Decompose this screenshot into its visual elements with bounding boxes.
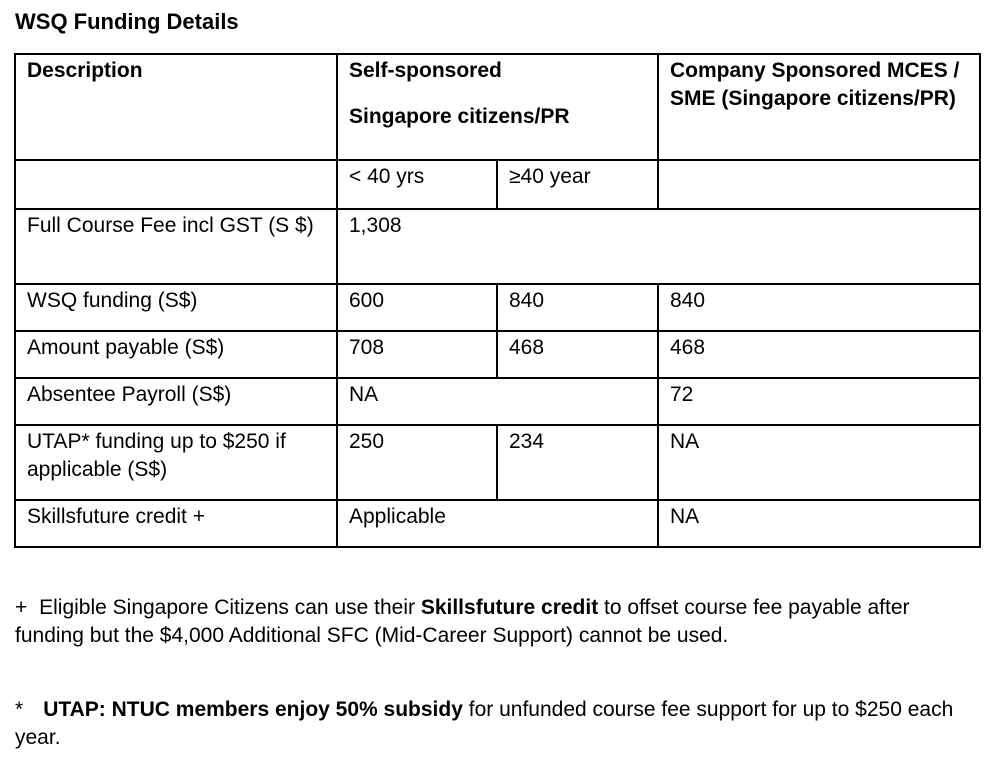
skillsfuture-self: Applicable	[337, 500, 658, 547]
amount-payable-company: 468	[658, 331, 980, 378]
page-title: WSQ Funding Details	[15, 9, 239, 34]
full-course-fee-label: Full Course Fee incl GST (S $)	[15, 209, 337, 284]
absentee-payroll-self: NA	[337, 378, 658, 425]
amount-payable-label: Amount payable (S$)	[15, 331, 337, 378]
asterisk-marker: *	[15, 698, 24, 721]
company-sponsored-label: Company Sponsored MCES / SME (Singapore citizens/PR)	[670, 59, 960, 110]
table-row	[15, 378, 980, 425]
wsq-funding-over-40: 840	[497, 284, 658, 331]
utap-footnote-bold: UTAP: NTUC members enjoy 50% subsidy	[43, 698, 463, 721]
skillsfuture-footnote-bold: Skillsfuture credit	[420, 596, 599, 619]
age-band-company-empty-cell	[658, 160, 980, 209]
age-band-row	[15, 160, 980, 209]
funding-table	[14, 53, 981, 548]
table-header-row	[15, 54, 980, 160]
age-band-under-40: < 40 yrs	[337, 160, 497, 209]
wsq-funding-label: WSQ funding (S$)	[15, 284, 337, 331]
description-header	[15, 54, 337, 160]
table-row	[15, 331, 980, 378]
self-sponsored-sublabel: Singapore citizens/PR	[349, 105, 570, 128]
absentee-payroll-company: 72	[658, 378, 980, 425]
utap-company: NA	[658, 425, 980, 500]
table-row	[15, 209, 980, 284]
utap-footnote-post: for unfunded course fee support for up to $250 each year.	[15, 698, 954, 749]
amount-payable-under-40: 708	[337, 331, 497, 378]
skillsfuture-footnote	[15, 594, 975, 650]
wsq-funding-company: 840	[658, 284, 980, 331]
skillsfuture-footnote-post: to offset course fee payable after funding but the $4,000 Additional SFC (Mid-Career Support) cannot be used.	[15, 596, 910, 647]
self-sponsored-header	[337, 54, 658, 160]
utap-footnote	[15, 696, 975, 752]
plus-marker: +	[15, 596, 28, 619]
table-row	[15, 284, 980, 331]
absentee-payroll-label: Absentee Payroll (S$)	[15, 378, 337, 425]
description-header-label: Description	[27, 59, 143, 82]
utap-label: UTAP* funding up to $250 if applicable (S$)	[15, 425, 337, 500]
table-row	[15, 500, 980, 547]
skillsfuture-company: NA	[658, 500, 980, 547]
skillsfuture-footnote-pre: Eligible Singapore Citizens can use their	[39, 596, 421, 619]
utap-over-40: 234	[497, 425, 658, 500]
age-band-empty-cell	[15, 160, 337, 209]
skillsfuture-label: Skillsfuture credit +	[15, 500, 337, 547]
table-row	[15, 425, 980, 500]
company-sponsored-header	[658, 54, 980, 160]
amount-payable-over-40: 468	[497, 331, 658, 378]
utap-under-40: 250	[337, 425, 497, 500]
full-course-fee-value: 1,308	[337, 209, 980, 284]
wsq-funding-under-40: 600	[337, 284, 497, 331]
self-sponsored-label: Self-sponsored	[349, 59, 502, 82]
age-band-over-40: ≥40 year	[497, 160, 658, 209]
